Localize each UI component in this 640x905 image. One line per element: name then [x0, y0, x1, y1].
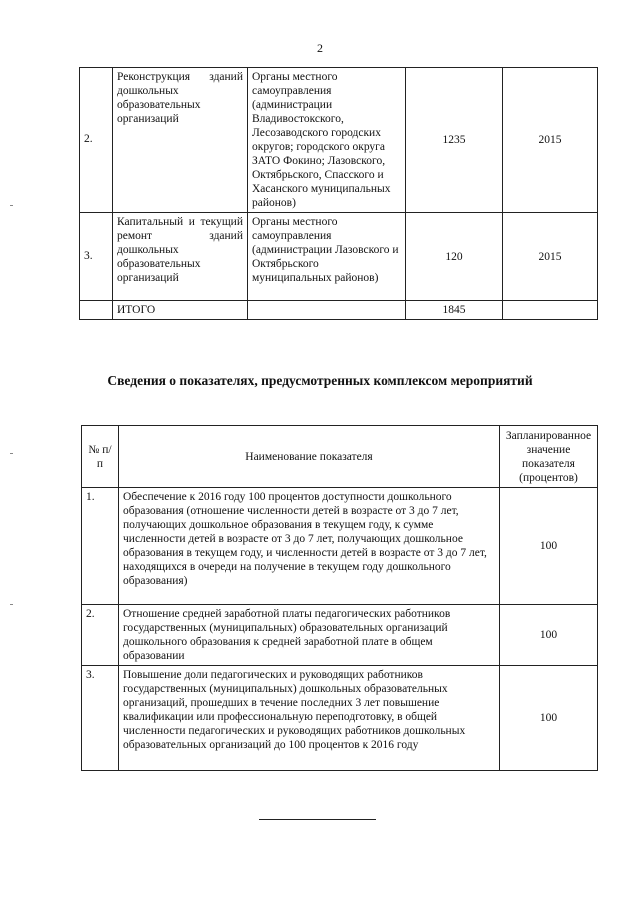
indicator-value: 100 [500, 666, 598, 771]
row-number: 2. [82, 605, 119, 666]
header-value: Запланированное значение показателя (процентов) [500, 426, 598, 488]
table-row [82, 605, 598, 666]
measure-name: Капитальный и текущий ремонт зданий дошкольных образовательных организаций [113, 213, 248, 301]
empty-cell [80, 301, 113, 320]
header-name: Наименование показателя [119, 426, 500, 488]
total-amount: 1845 [406, 301, 503, 320]
table-row [80, 213, 598, 301]
table-row [82, 488, 598, 605]
total-label: ИТОГО [113, 301, 248, 320]
row-number: 1. [82, 488, 119, 605]
measures-table [79, 67, 598, 320]
measure-amount: 1235 [406, 68, 503, 213]
row-number: 2. [80, 68, 113, 213]
section-heading: Сведения о показателях, предусмотренных комплексом мероприятий [107, 373, 533, 388]
scan-mark [10, 205, 13, 206]
row-number: 3. [80, 213, 113, 301]
indicator-value: 100 [500, 605, 598, 666]
measure-name: Реконструкция зданий дошкольных образовательных организаций [113, 68, 248, 213]
footer-rule [259, 819, 376, 820]
measure-executor: Органы местного самоуправления (администрации Лазовского и Октябрьского муниципальных районов) [248, 213, 406, 301]
indicator-name: Повышение доли педагогических и руководящих работников государственных (муниципальных) дошкольных образовательных организаций, прошедших в течение последних 3 лет повышение квалификации или профессиональную переподготовку, в общей численности педагогических и руководящих работников дошкольных образовательных организаций до 100 процентов к 2016 году [119, 666, 500, 771]
scan-mark [10, 453, 13, 454]
row-number: 3. [82, 666, 119, 771]
measure-amount: 120 [406, 213, 503, 301]
table-header-row [82, 426, 598, 488]
table-row [80, 68, 598, 213]
empty-cell [248, 301, 406, 320]
measure-executor: Органы местного самоуправления (администрации Владивостокского, Лесозаводского городских округов; городского округа ЗАТО Фокино; Лазовского, Октябрьского, Спасского и Хасанского муниципальных районов) [248, 68, 406, 213]
measure-year: 2015 [503, 213, 598, 301]
page-number: 2 [317, 41, 323, 55]
measure-year: 2015 [503, 68, 598, 213]
indicator-value: 100 [500, 488, 598, 605]
indicators-table [81, 425, 598, 771]
header-num: № п/п [82, 426, 119, 488]
table-row [82, 666, 598, 771]
empty-cell [503, 301, 598, 320]
indicator-name: Обеспечение к 2016 году 100 процентов доступности дошкольного образования (отношение численности детей в возрасте от 3 до 7 лет, получающих дошкольное образования в текущем году, к сумме численности детей в возрасте от 3 до 7 лет, получающих дошкольное образования в текущем году, и численности детей в возрасте от 3 до 7 лет, находящихся в очереди на получение в текущем году дошкольного образования) [119, 488, 500, 605]
table-row-total [80, 301, 598, 320]
indicator-name: Отношение средней заработной платы педагогических работников государственных (муниципальных) образовательных организаций дошкольного образования к средней заработной плате в общем образовании [119, 605, 500, 666]
scan-mark [10, 604, 13, 605]
